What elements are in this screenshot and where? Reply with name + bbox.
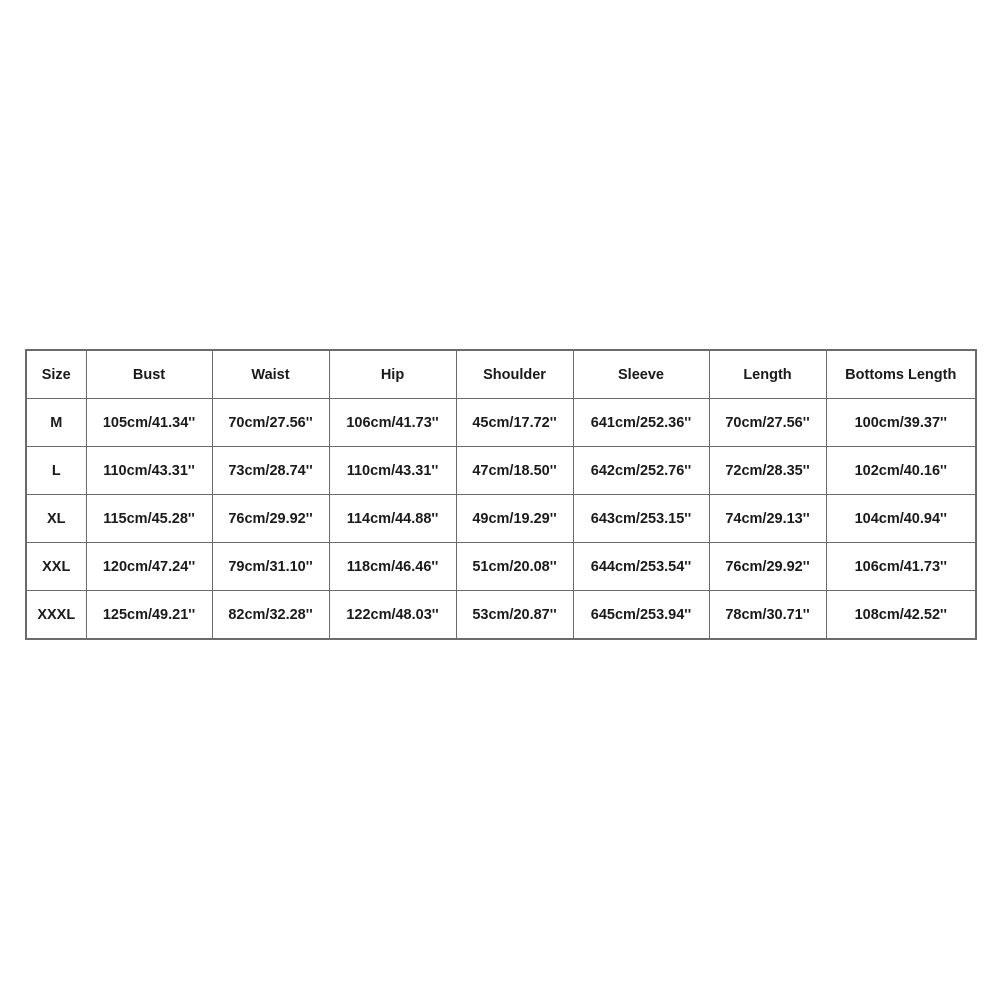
cell-sleeve: 641cm/252.36'': [573, 399, 709, 447]
cell-bust: 110cm/43.31'': [86, 447, 212, 495]
cell-bust: 120cm/47.24'': [86, 543, 212, 591]
cell-hip: 122cm/48.03'': [329, 591, 456, 640]
cell-hip: 106cm/41.73'': [329, 399, 456, 447]
cell-hip: 118cm/46.46'': [329, 543, 456, 591]
size-chart-table: [25, 349, 977, 640]
table-row: [26, 591, 976, 640]
header-shoulder: Shoulder: [456, 350, 573, 399]
cell-waist: 79cm/31.10'': [212, 543, 329, 591]
cell-bottoms-length: 106cm/41.73'': [826, 543, 976, 591]
cell-length: 78cm/30.71'': [709, 591, 826, 640]
cell-sleeve: 644cm/253.54'': [573, 543, 709, 591]
cell-bottoms-length: 104cm/40.94'': [826, 495, 976, 543]
cell-bottoms-length: 108cm/42.52'': [826, 591, 976, 640]
table-row: [26, 447, 976, 495]
cell-waist: 73cm/28.74'': [212, 447, 329, 495]
cell-size: L: [26, 447, 86, 495]
table-row: [26, 543, 976, 591]
cell-bottoms-length: 100cm/39.37'': [826, 399, 976, 447]
cell-sleeve: 643cm/253.15'': [573, 495, 709, 543]
cell-shoulder: 51cm/20.08'': [456, 543, 573, 591]
header-bust: Bust: [86, 350, 212, 399]
cell-waist: 82cm/32.28'': [212, 591, 329, 640]
cell-length: 70cm/27.56'': [709, 399, 826, 447]
cell-size: XL: [26, 495, 86, 543]
cell-shoulder: 53cm/20.87'': [456, 591, 573, 640]
cell-hip: 110cm/43.31'': [329, 447, 456, 495]
cell-hip: 114cm/44.88'': [329, 495, 456, 543]
header-bottoms-length: Bottoms Length: [826, 350, 976, 399]
cell-bust: 115cm/45.28'': [86, 495, 212, 543]
cell-bust: 125cm/49.21'': [86, 591, 212, 640]
cell-size: XXL: [26, 543, 86, 591]
table-row: [26, 399, 976, 447]
cell-sleeve: 642cm/252.76'': [573, 447, 709, 495]
cell-shoulder: 45cm/17.72'': [456, 399, 573, 447]
cell-size: M: [26, 399, 86, 447]
cell-waist: 76cm/29.92'': [212, 495, 329, 543]
header-hip: Hip: [329, 350, 456, 399]
cell-shoulder: 49cm/19.29'': [456, 495, 573, 543]
header-sleeve: Sleeve: [573, 350, 709, 399]
cell-length: 72cm/28.35'': [709, 447, 826, 495]
cell-size: XXXL: [26, 591, 86, 640]
header-waist: Waist: [212, 350, 329, 399]
cell-length: 76cm/29.92'': [709, 543, 826, 591]
table-row: [26, 495, 976, 543]
cell-length: 74cm/29.13'': [709, 495, 826, 543]
table-header-row: [26, 350, 976, 399]
cell-bust: 105cm/41.34'': [86, 399, 212, 447]
header-size: Size: [26, 350, 86, 399]
header-length: Length: [709, 350, 826, 399]
cell-shoulder: 47cm/18.50'': [456, 447, 573, 495]
cell-bottoms-length: 102cm/40.16'': [826, 447, 976, 495]
cell-sleeve: 645cm/253.94'': [573, 591, 709, 640]
cell-waist: 70cm/27.56'': [212, 399, 329, 447]
